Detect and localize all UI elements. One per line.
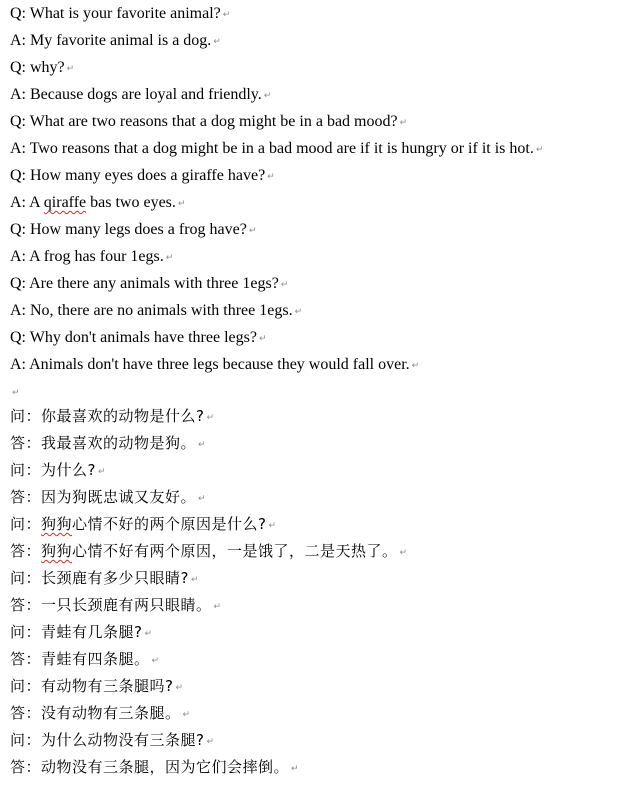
line-text: Q: How many eyes does a giraffe have? xyxy=(10,167,266,184)
paragraph-mark-icon: ↵ xyxy=(399,548,408,558)
line-text: 问：青蛙有几条腿? xyxy=(10,623,143,641)
line-text: Q: why? xyxy=(10,59,65,76)
paragraph-mark-icon: ↵ xyxy=(280,280,289,290)
line-text: Q: What are two reasons that a dog might be in a bad mood? xyxy=(10,113,398,130)
line-text: 心情不好的两个原因是什么? xyxy=(72,515,267,533)
paragraph-mark-icon: ↵ xyxy=(213,37,221,47)
english-qa-line xyxy=(10,162,625,189)
english-qa-line xyxy=(10,243,625,270)
line-text: A: No, there are no animals with three 1egs. xyxy=(10,302,293,319)
spelling-flagged-word[interactable]: 狗狗 xyxy=(41,542,73,560)
chinese-qa-line xyxy=(10,754,625,781)
line-text: 答：一只长颈鹿有两只眼睛。 xyxy=(10,596,212,614)
line-text: A: A frog has four 1egs. xyxy=(10,248,164,265)
line-text: 答： xyxy=(10,542,42,560)
paragraph-mark-icon: ↵ xyxy=(151,656,160,666)
paragraph-mark-icon: ↵ xyxy=(263,91,272,101)
line-text: 答：动物没有三条腿，因为它们会摔倒。 xyxy=(10,758,290,776)
chinese-qa-line xyxy=(10,538,625,565)
line-text: Q: Why don't animals have three legs? xyxy=(10,329,257,346)
line-text: Q: Are there any animals with three 1egs? xyxy=(10,275,279,292)
english-qa-line xyxy=(10,135,625,162)
chinese-section xyxy=(10,403,625,781)
line-text: A: My favorite animal is a dog. xyxy=(10,32,212,49)
english-qa-line xyxy=(10,0,625,27)
paragraph-mark-icon: ↵ xyxy=(399,118,408,128)
paragraph-mark-icon: ↵ xyxy=(175,683,184,693)
paragraph-mark-icon: ↵ xyxy=(198,494,206,504)
spelling-flagged-word[interactable]: qiraffe xyxy=(43,194,87,211)
paragraph-mark-icon: ↵ xyxy=(177,199,186,209)
english-section xyxy=(10,0,625,378)
line-text: A: Because dogs are loyal and friendly. xyxy=(10,86,262,103)
english-qa-line xyxy=(10,297,625,324)
paragraph-mark-icon: ↵ xyxy=(206,737,215,747)
line-text: 问：长颈鹿有多少只眼睛? xyxy=(10,569,189,587)
line-text: 问：你最喜欢的动物是什么? xyxy=(10,407,205,425)
paragraph-mark-icon: ↵ xyxy=(165,253,174,263)
paragraph-mark-icon: ↵ xyxy=(248,226,257,236)
paragraph-mark-icon: ↵ xyxy=(291,764,299,774)
paragraph-mark-icon: ↵ xyxy=(97,467,106,477)
line-text: 问：为什么动物没有三条腿? xyxy=(10,731,205,749)
paragraph-mark-icon: ↵ xyxy=(190,575,199,585)
line-text: A: Animals don't have three legs because they would fall over. xyxy=(10,356,410,373)
chinese-qa-line xyxy=(10,673,625,700)
paragraph-mark-icon: ↵ xyxy=(267,172,275,182)
english-qa-line xyxy=(10,324,625,351)
paragraph-mark-icon: ↵ xyxy=(198,440,206,450)
line-text: Q: How many legs does a frog have? xyxy=(10,221,247,238)
line-text: Q: What is your favorite animal? xyxy=(10,5,221,22)
paragraph-mark-icon: ↵ xyxy=(213,602,222,612)
paragraph-mark-icon: ↵ xyxy=(144,629,153,639)
chinese-qa-line xyxy=(10,511,625,538)
paragraph-mark-icon: ↵ xyxy=(535,145,544,155)
chinese-qa-line xyxy=(10,727,625,754)
chinese-qa-line xyxy=(10,457,625,484)
english-qa-line xyxy=(10,54,625,81)
english-qa-line xyxy=(10,351,625,378)
line-text: 答：没有动物有三条腿。 xyxy=(10,704,181,722)
paragraph-mark-icon: ↵ xyxy=(66,64,75,74)
blank-paragraph xyxy=(10,378,625,403)
paragraph-mark-icon: ↵ xyxy=(294,307,303,317)
line-text: A: Two reasons that a dog might be in a bad mood are if it is hungry or if it is hot. xyxy=(10,140,534,157)
chinese-qa-line xyxy=(10,592,625,619)
english-qa-line xyxy=(10,189,625,216)
paragraph-mark-icon: ↵ xyxy=(182,710,191,720)
line-text: 问：有动物有三条腿吗? xyxy=(10,677,174,695)
chinese-qa-line xyxy=(10,619,625,646)
line-text: 答：因为狗既忠诚又友好。 xyxy=(10,488,197,506)
paragraph-mark-icon: ↵ xyxy=(222,10,231,20)
chinese-qa-line xyxy=(10,484,625,511)
chinese-qa-line xyxy=(10,646,625,673)
paragraph-mark-icon: ↵ xyxy=(411,361,420,371)
document-body xyxy=(10,0,625,781)
spelling-flagged-word[interactable]: 狗狗 xyxy=(41,515,73,533)
english-qa-line xyxy=(10,270,625,297)
line-text: 问：为什么? xyxy=(10,461,96,479)
english-qa-line xyxy=(10,27,625,54)
chinese-qa-line xyxy=(10,430,625,457)
english-qa-line xyxy=(10,108,625,135)
line-text: 问： xyxy=(10,515,42,533)
chinese-qa-line xyxy=(10,700,625,727)
paragraph-mark-icon: ↵ xyxy=(268,521,277,531)
paragraph-mark-icon: ↵ xyxy=(258,334,267,344)
english-qa-line xyxy=(10,81,625,108)
line-text: 答：青蛙有四条腿。 xyxy=(10,650,150,668)
line-text: bas two eyes. xyxy=(86,194,176,211)
line-text: A: A xyxy=(10,194,44,211)
paragraph-mark-icon: ↵ xyxy=(12,388,20,398)
line-text: 答：我最喜欢的动物是狗。 xyxy=(10,434,197,452)
chinese-qa-line xyxy=(10,403,625,430)
english-qa-line xyxy=(10,216,625,243)
paragraph-mark-icon: ↵ xyxy=(206,413,215,423)
chinese-qa-line xyxy=(10,565,625,592)
line-text: 心情不好有两个原因，一是饿了，二是天热了。 xyxy=(72,542,398,560)
